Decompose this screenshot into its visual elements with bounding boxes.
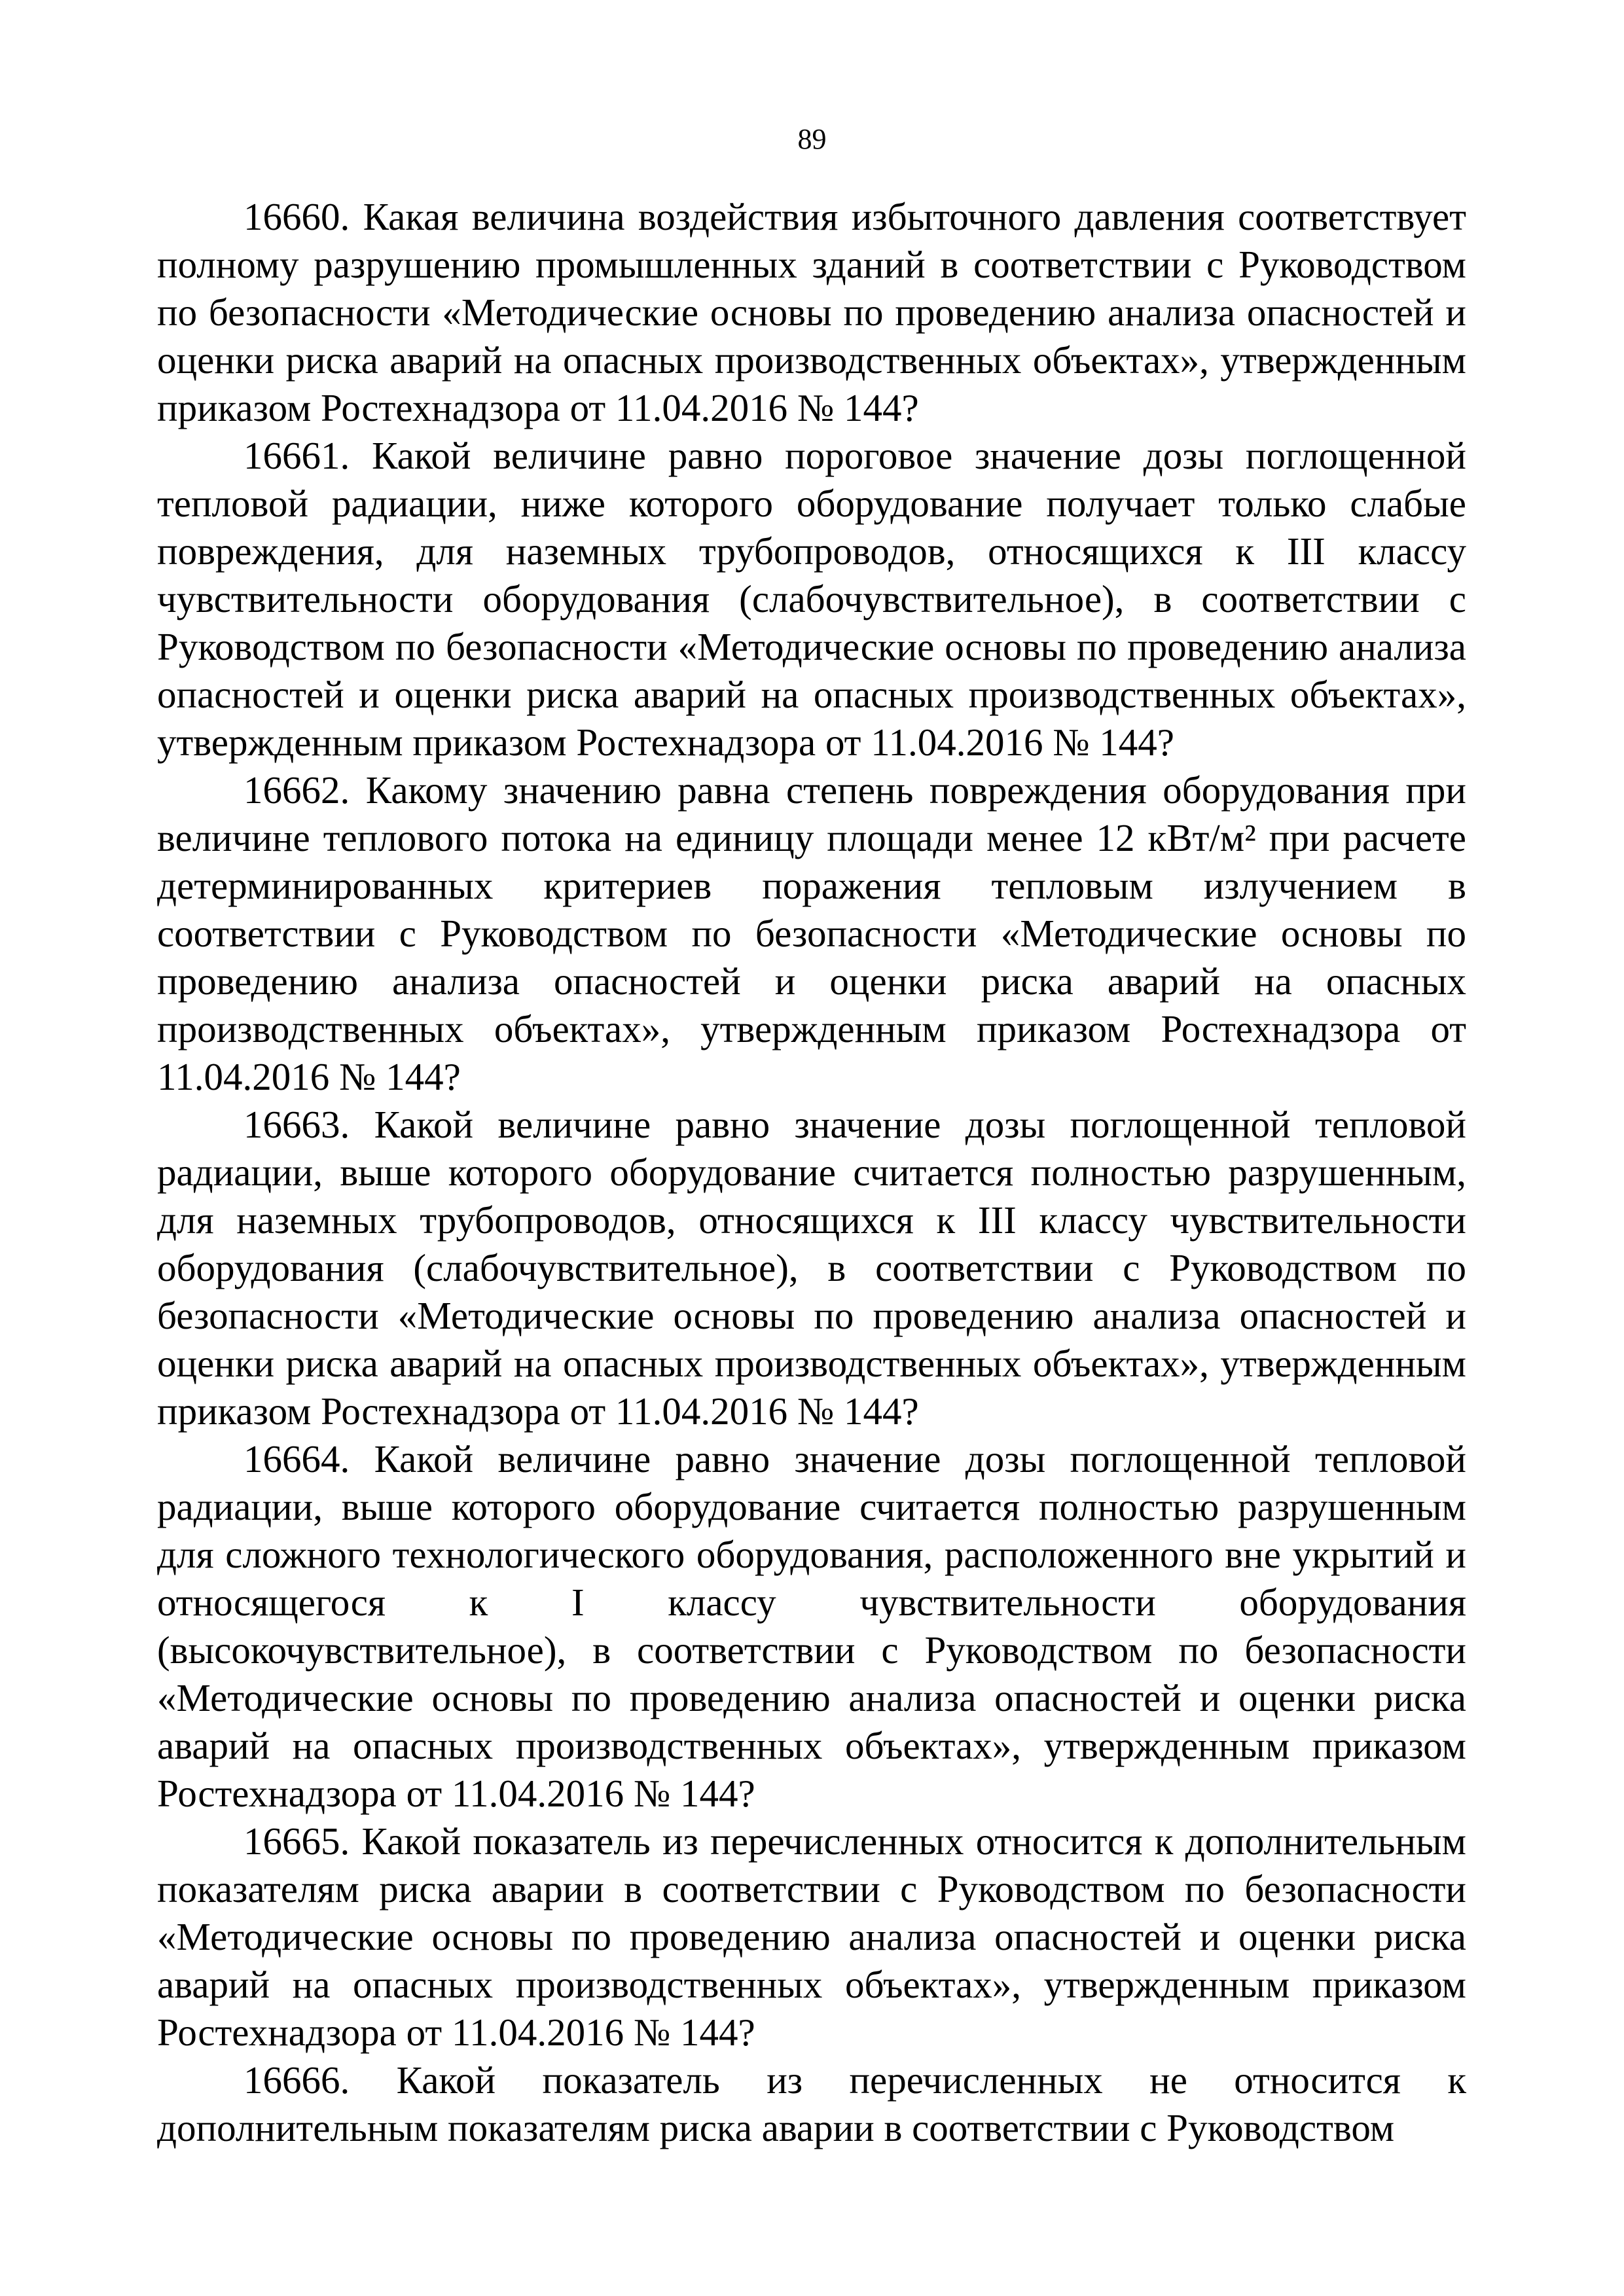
- question-16664: 16664. Какой величине равно значение дозы поглощенной тепловой радиации, выше которого оборудование считается полностью разрушенным для сложного технологического оборудования, расположенного вне укрытий и относящегося к I классу чувствительности оборудования (высокочувствительное), в соответствии с Руководством по безопасности «Методические основы по проведению анализа опасностей и оценки риска аварий на опасных производственных объектах», утвержденным приказом Ростехнадзора от 11.04.2016 № 144?: [157, 1437, 1466, 1815]
- question-16663: 16663. Какой величине равно значение дозы поглощенной тепловой радиации, выше которого оборудование считается полностью разрушенным, для наземных трубопроводов, относящихся к III классу чувствительности оборудования (слабочувствительное), в соответствии с Руководством по безопасности «Методические основы по проведению анализа опасностей и оценки риска аварий на опасных производственных объектах», утвержденным приказом Ростехнадзора от 11.04.2016 № 144?: [157, 1103, 1466, 1433]
- question-16662: 16662. Какому значению равна степень повреждения оборудования при величине теплового потока на единицу площади менее 12 кВт/м² при расчете детерминированных критериев поражения тепловым излучением в соответствии с Руководством по безопасности «Методические основы по проведению анализа опасностей и оценки риска аварий на опасных производственных объектах», утвержденным приказом Ростехнадзора от 11.04.2016 № 144?: [157, 768, 1466, 1098]
- question-16661: 16661. Какой величине равно пороговое значение дозы поглощенной тепловой радиации, ниже которого оборудование получает только слабые повреждения, для наземных трубопроводов, относящихся к III классу чувствительности оборудования (слабочувствительное), в соответствии с Руководством по безопасности «Методические основы по проведению анализа опасностей и оценки риска аварий на опасных производственных объектах», утвержденным приказом Ростехнадзора от 11.04.2016 № 144?: [157, 434, 1466, 764]
- question-16665: 16665. Какой показатель из перечисленных относится к дополнительным показателям риска аварии в соответствии с Руководством по безопасности «Методические основы по проведению анализа опасностей и оценки риска аварий на опасных производственных объектах», утвержденным приказом Ростехнадзора от 11.04.2016 № 144?: [157, 1820, 1466, 2054]
- question-16660: 16660. Какая величина воздействия избыточного давления соответствует полному разрушению промышленных зданий в соответствии с Руководством по безопасности «Методические основы по проведению анализа опасностей и оценки риска аварий на опасных производственных объектах», утвержденным приказом Ростехнадзора от 11.04.2016 № 144?: [157, 195, 1466, 429]
- question-16666: 16666. Какой показатель из перечисленных не относится к дополнительным показателям риска аварии в соответствии с Руководством: [157, 2058, 1466, 2149]
- questions-list: [157, 193, 1466, 2152]
- page-number: 89: [797, 123, 827, 155]
